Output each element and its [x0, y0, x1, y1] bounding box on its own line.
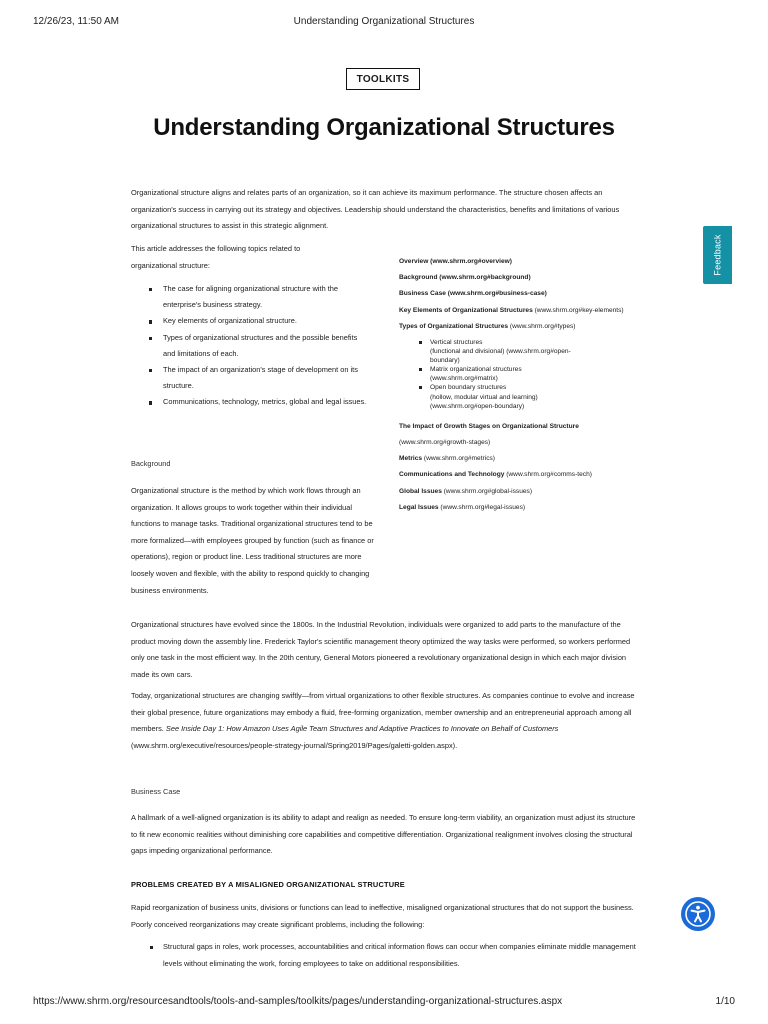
- toc-sub-item[interactable]: [399, 338, 629, 365]
- problems-list: [131, 939, 636, 972]
- toc-comms-url: (www.shrm.org#comms-tech): [504, 471, 592, 479]
- toc-sub-line: Open boundary structures: [430, 384, 507, 392]
- toc-legal-url: (www.shrm.org#legal-issues): [438, 503, 526, 511]
- toc-sub-line: (functional and divisional) (www.shrm.org#open-: [430, 348, 571, 356]
- accessibility-icon: [685, 901, 711, 927]
- print-url: https://www.shrm.org/resourcesandtools/tools-and-samples/toolkits/pages/understanding-organizational-structures.aspx: [33, 996, 563, 1007]
- toc-sub-line: Matrix organizational structures: [430, 366, 522, 374]
- toc-link-legal[interactable]: [399, 500, 629, 516]
- background-paragraph: Organizational structure is the method by which work flows through an organization. It allows groups to work together within their individual functions to manage tasks. Traditional organizational structures tend to be more formalized—with employees grouped by function (such as finance or operations), region or product line. Less traditional structures are more loosely woven and flexible, with the ability to respond quickly to changing business environments.: [131, 486, 374, 595]
- reorganization-paragraph: Rapid reorganization of business units, divisions or functions can lead to ineffective, misaligned organizational structures that do not support the business. Poorly conceived reorganizations may create significant problems, including the following:: [131, 903, 634, 929]
- toc-growth-label: The Impact of Growth Stages on Organizational Structure: [399, 422, 579, 430]
- toc-link-types[interactable]: [399, 319, 629, 335]
- toc-sub-line: Vertical structures: [430, 339, 483, 347]
- toc-link-metrics[interactable]: [399, 451, 629, 467]
- toc-types-label: Types of Organizational Structures: [399, 322, 509, 330]
- toc-link-background[interactable]: Background (www.shrm.org#background): [399, 274, 531, 282]
- print-footer: [33, 996, 735, 1010]
- toc-link-overview[interactable]: Overview (www.shrm.org#overview): [399, 258, 512, 265]
- list-item: Communications, technology, metrics, global and legal issues.: [131, 394, 371, 410]
- topics-list: [131, 281, 371, 411]
- toc-global-url: (www.shrm.org#global-issues): [441, 487, 533, 495]
- list-item: Key elements of organizational structure.: [131, 313, 371, 329]
- toc-comms-label: Communications and Technology: [399, 471, 505, 479]
- print-header: [33, 16, 735, 30]
- toc-growth-url[interactable]: (www.shrm.org#growth-stages): [399, 438, 491, 446]
- toc-sub-item[interactable]: [399, 383, 629, 410]
- list-item: The case for aligning organizational structure with the enterprise's business strategy.: [131, 281, 371, 313]
- amazon-article-link[interactable]: See Inside Day 1: How Amazon Uses Agile Team Structures and Adaptive Practices to Innovate on Behalf of Customers: [165, 724, 559, 734]
- toc-metrics-label: Metrics: [399, 455, 423, 463]
- toc-global-label: Global Issues: [399, 487, 442, 495]
- toc-sub-line: (www.shrm.org#open-boundary): [430, 402, 525, 410]
- evolution-paragraph: Organizational structures have evolved since the 1800s. In the Industrial Revolution, individuals were organized to add parts to the manufacture of the product moving down the assembly line. Frederick Taylor's scientific management theory optimized the way tasks were performed, so workers performed only one task in the most efficient way. In the 20th century, General Motors pioneered a revolutionary organizational design in which each major division made its own cars.: [131, 620, 631, 679]
- page-number: 1/10: [715, 996, 735, 1007]
- toc-types-url: (www.shrm.org#types): [508, 322, 576, 330]
- toc-link-key-elements[interactable]: [399, 303, 629, 319]
- toc-sub-line: (www.shrm.org#matrix): [430, 375, 498, 383]
- toc-link-business-case[interactable]: Business Case (www.shrm.org#business-case): [399, 290, 547, 298]
- feedback-label: Feedback: [712, 234, 723, 276]
- toc-metrics-url: (www.shrm.org#metrics): [422, 455, 495, 463]
- topics-lead: This article addresses the following topics related to organizational structure:: [131, 244, 301, 270]
- hallmark-paragraph: A hallmark of a well-aligned organization is its ability to adapt and realign as needed. To ensure long-term viability, an organization must adjust its structure to fit new economic realities without diminishing core capabilities and competitive differentiation. Organizational realignment involves closing the structural gaps impeding organizational performance.: [131, 813, 636, 856]
- list-item: Types of organizational structures and the possible benefits and limitations of each.: [131, 330, 371, 362]
- print-doc-title: Understanding Organizational Structures: [293, 16, 475, 27]
- list-item: The impact of an organization's stage of development on its structure.: [131, 362, 371, 394]
- toc-link-global[interactable]: [399, 484, 629, 500]
- toc-link-comms[interactable]: [399, 467, 629, 483]
- toc-sub-item[interactable]: [399, 365, 629, 383]
- today-text-start: Today, organizational structures are changing swiftly—from virtual organizations to other flexible structures. As companies continue to evolve and increase their global presence, future organizations may embody a fluid, free-forming organization, member ownership and an entrepreneurial approach among all members.: [131, 691, 635, 734]
- accessibility-button[interactable]: [681, 897, 715, 931]
- print-datetime: 12/26/23, 11:50 AM: [33, 16, 119, 27]
- today-text-end: (www.shrm.org/executive/resources/people-strategy-journal/Spring2019/Pages/galetti-golden.aspx).: [131, 740, 458, 750]
- problems-heading: PROBLEMS CREATED BY A MISALIGNED ORGANIZATIONAL STRUCTURE: [131, 880, 405, 889]
- business-case-section-label: Business Case: [131, 787, 181, 796]
- page-title: Understanding Organizational Structures: [153, 114, 615, 141]
- toc-legal-label: Legal Issues: [399, 503, 439, 511]
- intro-paragraph: Organizational structure aligns and relates parts of an organization, so it can achieve its maximum performance. The structure chosen affects an organization's success in carrying out its strategy and objectives. Leadership should understand the characteristics, benefits and limitations of various organizational structures to assist in this strategic alignment.: [131, 188, 620, 231]
- list-item: Structural gaps in roles, work processes, accountabilities and critical information flows can occur when companies eliminate middle management levels without eliminating the work, forcing employees to take on additional responsibilities.: [131, 939, 636, 972]
- toc-key-elements-url: (www.shrm.org#key-elements): [532, 306, 624, 314]
- toc-link-growth-stages[interactable]: [399, 419, 629, 435]
- today-paragraph: [131, 688, 636, 754]
- toc-types-sublist: [399, 338, 629, 411]
- toc-sub-line: (hollow, modular virtual and learning): [430, 393, 538, 401]
- toolkits-badge[interactable]: TOOLKITS: [346, 68, 420, 90]
- toc-key-elements-label: Key Elements of Organizational Structures: [399, 306, 533, 314]
- table-of-contents: [399, 254, 629, 516]
- feedback-button[interactable]: [703, 226, 732, 284]
- toc-sub-line: boundary): [430, 357, 460, 365]
- background-section-label: Background: [131, 459, 171, 468]
